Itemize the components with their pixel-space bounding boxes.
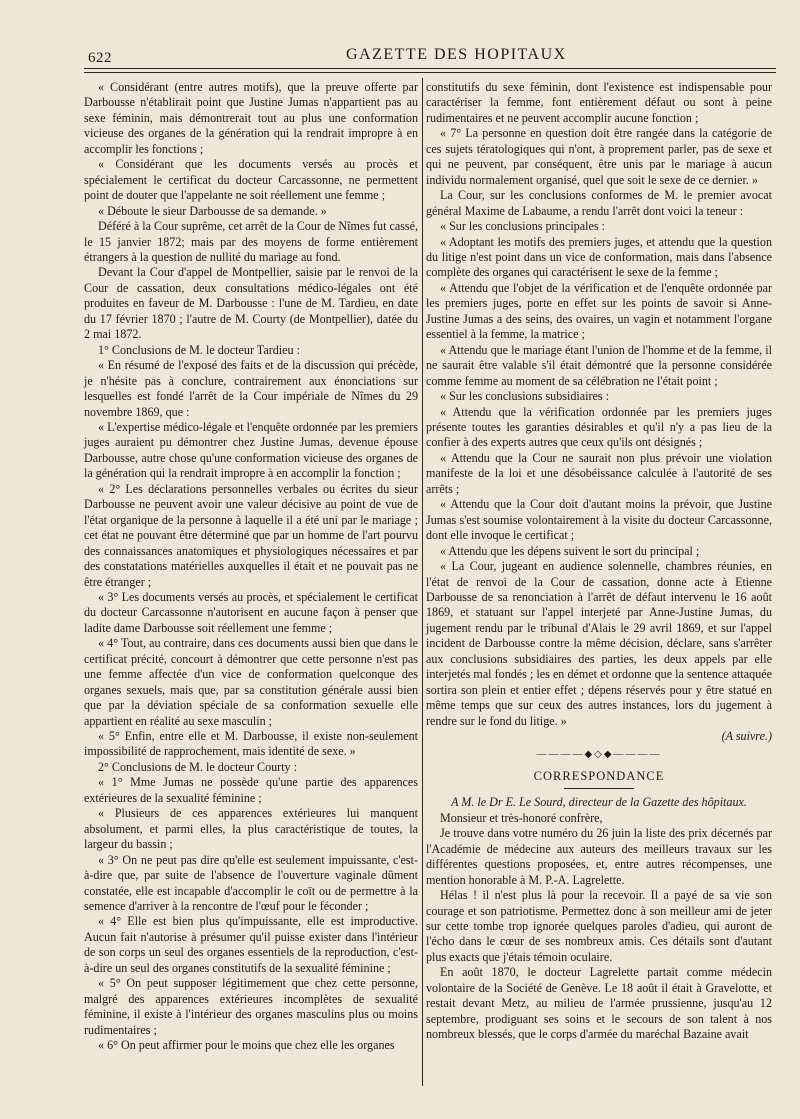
- paragraph: « Déboute le sieur Darbousse de sa demande. »: [98, 203, 327, 218]
- section-heading: CORRESPONDANCE: [533, 768, 665, 783]
- paragraph: constitutifs du sexe féminin, dont l'existence est indispensable pour caractériser la femme, font entièrement défaut ou sont à peine rudimentaires et ne peuvent accomplir aucune fonction ;: [426, 80, 772, 125]
- paragraph: 2° Conclusions de M. le docteur Courty :: [98, 759, 297, 774]
- paragraph: « 3° On ne peut pas dire qu'elle est seulement impuissante, c'est-à-dire que, par suite de l'absence de l'ouverture vaginale dûment constatée, elle est incapable d'accomplir le coït ou de permettre à la semence d'arriver à la rencontre de l'œuf pour le féconder ;: [84, 852, 418, 914]
- header-rule: [84, 68, 776, 69]
- right-column: [426, 80, 772, 1043]
- running-title: GAZETTE DES HOPITAUX: [346, 46, 567, 63]
- paragraph: « L'expertise médico-légale et l'enquête ordonnée par les premiers juges auraient pu démontrer chez Justine Jumas, devenue épouse Darbousse, autre chose qu'une conformation vicieuse des organes de la génération qui la rendrait impropre à en accomplir la fonction ;: [84, 419, 419, 481]
- paragraph: « Sur les conclusions principales :: [440, 219, 605, 234]
- paragraph: En août 1870, le docteur Lagrelette partait comme médecin volontaire de la Société de Genève. Le 18 août il était à Gravelotte, et restait devant Metz, au milieu de l'armée prussienne, jusqu'au 12 septembre, prodiguant ses soins et le secours de son talent à nos nombreux blessés, que le corps d'armée du maréchal Bazaine avait: [426, 965, 772, 1042]
- paragraph: « Attendu que la vérification ordonnée par les premiers juges présente toutes les garanties désirables et qu'il n'y a pas lieu de la confier à des experts autres que ceux qu'ils ont désignés ;: [426, 404, 772, 450]
- section-rule: [564, 788, 634, 789]
- column-divider: [422, 78, 423, 1086]
- paragraph: « 5° On peut supposer légitimement que chez cette personne, malgré des apparences extérieures incomplètes de sexualité féminine, il existe à l'intérieur des organes masculins plus ou moins rudimentaires ;: [84, 976, 418, 1037]
- paragraph: Hélas ! il n'est plus là pour la recevoir. Il a payé de sa vie son courage et son patriotisme. Permettez donc à son meilleur ami de jeter sur cette tombe trop ignorée quelques paroles d'adieu, qui auront de l'écho dans le cœur de ses nombreux amis. Ces détails sont d'autant plus exacts que j'étais témoin oculaire.: [426, 888, 772, 964]
- paragraph: Monsieur et très-honoré confrère,: [440, 810, 603, 825]
- paragraph: « Attendu que les dépens suivent le sort du principal ;: [440, 543, 700, 558]
- paragraph: « La Cour, jugeant en audience solennelle, chambres réunies, en l'état de renvoi de la Cour de cassation, donne acte à Etienne Darbousse de sa renonciation à l'arrêt de défaut intervenu le 16 août 1869, et statuant sur l'appel interjeté par Anne-Justine Jumas, du jugement rendu par le tribunal d'Alais le 29 avril 1869, et sur l'appel incident de Darbousse contre la même décision, déclare, sans s'arrêter aux conclusions subsidiaires des parties, les deux appels par elle interjetés mal fondés ; les en démet et ordonne que la sentence attaquée sortira son plein et entier effet ; dépens réservés pour y être statué en même temps que sur ceux des autres instances, lors du jugement à rendre sur le fond du litige. »: [426, 559, 772, 728]
- paragraph: « 4° Tout, au contraire, dans ces documents aussi bien que dans le certificat précité, concourt à démontrer que cette personne n'est pas une femme affectée d'un vice de conformation quelconque des organes sexuels, mais que, par sa constitution générale aussi bien que par la déviation spéciale de sa conformation sexuelle elle appartient en réalité au sexe masculin ;: [84, 636, 418, 728]
- paragraph: « Considérant (entre autres motifs), que la preuve offerte par Darbousse n'établirait point que Justine Jumas n'appartient pas au sexe féminin, mais démontrerait tout au plus une conformation vicieuse des organes de la génération qui la rendrait impropre à en accomplir les fonctions ;: [84, 80, 418, 156]
- paragraph: « Considérant que les documents versés au procès et spécialement le certificat du docteur Carcassonne, ne permettent point de douter que l'appelante ne soit réellement une femme ;: [84, 157, 418, 203]
- to-be-continued: (A suivre.): [721, 729, 772, 744]
- paragraph: « 5° Enfin, entre elle et M. Darbousse, il existe non-seulement impossibilité de rapprochement, mais identité de sexe. »: [84, 729, 418, 759]
- paragraph: « Sur les conclusions subsidiaires :: [440, 389, 609, 404]
- paragraph: La Cour, sur les conclusions conformes de M. le premier avocat général Maxime de Labaume, a rendu l'arrêt dont voici la teneur :: [426, 188, 772, 218]
- ornament-divider: ――――◆◇◆――――: [536, 749, 662, 761]
- paragraph: « 7° La personne en question doit être rangée dans la catégorie de ces sujets tératologiques qui n'ont, à proprement parler, pas de sexe et qui ne peuvent, par conséquent, être unis par le mariage à aucun individu normalement organisé, quel que soit le sexe de ce dernier. »: [426, 126, 772, 187]
- paragraph: « Adoptant les motifs des premiers juges, et attendu que la question du litige n'est point dans un vice de conformation, mais dans l'absence complète des organes qui caractérisent le sexe de la femme ;: [426, 234, 772, 280]
- paragraph: « 3° Les documents versés au procès, et spécialement le certificat du docteur Carcassonne n'autorisent en aucune façon à penser que ladite dame Darbousse soit réellement une femme ;: [84, 589, 418, 635]
- paragraph: « 2° Les déclarations personnelles verbales ou écrites du sieur Darbousse ne peuvent avoir une valeur décisive au point de vue de l'état organique de la personne à laquelle il a été uni par le mariage ; cet état ne pouvant être déterminé que par un homme de l'art pourvu des connaissances anatomiques et physiologiques nécessaires et par des constatations matérielles auxquelles il était et ne pouvait pas ne être étranger ;: [84, 481, 418, 589]
- left-column: [84, 80, 418, 1054]
- paragraph: « Attendu que la Cour doit d'autant moins la prévoir, que Justine Jumas s'est soumise volontairement à la visite du docteur Carcassonne, dont elle invoque le certificat ;: [426, 497, 772, 543]
- paragraph: « 4° Elle est bien plus qu'impuissante, elle est improductive. Aucun fait n'autorise à présumer qu'il puisse exister dans l'intérieur de son corps un seul des organes essentiels de la reproduction, c'est-à-dire un seul des organes constitutifs de la sexualité féminine ;: [84, 914, 418, 975]
- paragraph: Déféré à la Cour suprême, cet arrêt de la Cour de Nîmes fut cassé, le 15 janvier 1872; mais par des moyens de forme entièrement étrangers à la question de nullité du mariage au fond.: [84, 219, 419, 264]
- page-header: [78, 40, 768, 70]
- header-rule-thin: [84, 72, 776, 73]
- paragraph: « Attendu que la Cour ne saurait non plus prévoir une violation manifeste de la loi et une désobéissance calculée à l'autorité de ses arrêts ;: [426, 450, 772, 496]
- paragraph: Je trouve dans votre numéro du 26 juin la liste des prix décernés par l'Académie de médecine aux auteurs des meilleurs travaux sur les différentes questions proposées, et, entre autres récompenses, une mention honorable à M. P.-A. Lagrelette.: [426, 826, 772, 887]
- letter-address: A M. le Dr E. Le Sourd, directeur de la Gazette des hôpitaux.: [451, 795, 747, 810]
- paragraph: « En résumé de l'exposé des faits et de la discussion qui précède, je n'hésite pas à conclure, contrairement aux énonciations sur lesquelles est fondé l'arrêt de la Cour impériale de Nîmes du 29 novembre 1869, que :: [84, 358, 418, 419]
- page-number: 622: [88, 50, 112, 66]
- paragraph: « 1° Mme Jumas ne possède qu'une partie des apparences extérieures de la sexualité féminine ;: [84, 775, 418, 805]
- paragraph: Devant la Cour d'appel de Montpellier, saisie par le renvoi de la Cour de cassation, deux consultations médico-légales ont été produites en faveur de M. Darbousse : l'une de M. Tardieu, en date du 17 février 1870 ; l'autre de M. Courty (de Montpellier), datée du 2 mai 1872.: [84, 265, 418, 342]
- paragraph: « 6° On peut affirmer pour le moins que chez elle les organes: [98, 1038, 395, 1053]
- paragraph: « Attendu que le mariage étant l'union de l'homme et de la femme, il ne saurait être valable s'il était démontré que la personne considérée comme femme au moment de sa célébration ne l'était point ;: [426, 342, 772, 388]
- paragraph: « Plusieurs de ces apparences extérieures lui manquent absolument, et parmi elles, la plus caractéristique de toutes, la largeur du bassin ;: [84, 806, 418, 852]
- paragraph: 1° Conclusions de M. le docteur Tardieu :: [98, 342, 300, 357]
- paragraph: « Attendu que l'objet de la vérification et de l'enquête ordonnée par les premiers juges, porte en effet sur les points de savoir si Anne-Justine Jumas a des seins, des ovaires, un vagin et notamment l'organe essentiel à la femme, la matrice ;: [426, 280, 772, 342]
